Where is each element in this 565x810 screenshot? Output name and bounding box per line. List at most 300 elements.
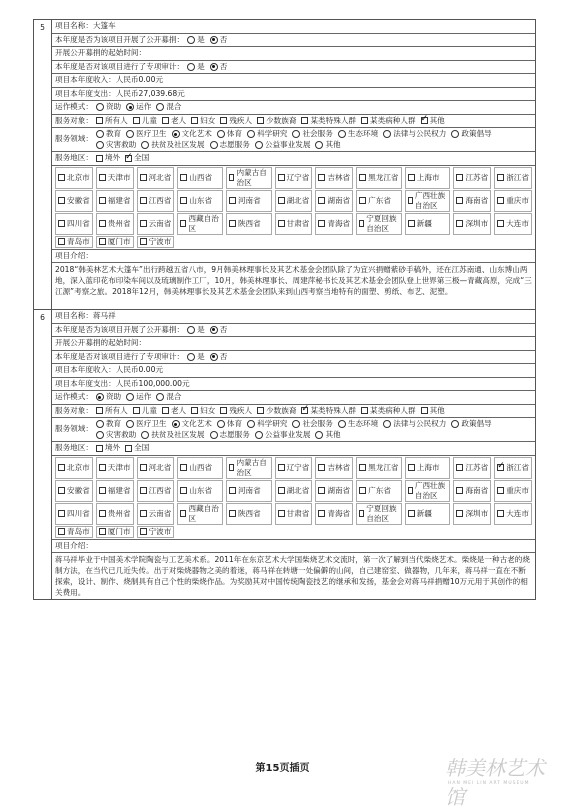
checkbox[interactable] [456,487,463,494]
checkbox[interactable] [180,487,187,494]
radio-button[interactable] [156,103,164,111]
region-option[interactable] [315,457,353,479]
service-field-option[interactable] [247,129,287,140]
checkbox[interactable] [278,510,285,517]
checkbox[interactable] [220,117,227,124]
radio-button[interactable] [255,141,263,149]
region-option[interactable] [137,480,175,502]
public-fundraising-option[interactable] [210,325,228,336]
region-option[interactable] [96,480,134,502]
checkbox[interactable] [162,407,169,414]
service-target-option[interactable] [421,406,445,417]
region-option[interactable] [137,213,175,235]
radio-button[interactable] [292,420,300,428]
fundraising-start-row [52,47,535,61]
region-option[interactable] [453,457,491,479]
service-target-option[interactable] [162,116,186,127]
radio-button[interactable] [247,130,255,138]
region-option[interactable] [55,236,93,248]
region-option[interactable] [96,457,134,479]
region-label: 大连市 [506,218,529,228]
checkbox[interactable] [497,174,504,181]
checkbox[interactable] [318,487,325,494]
region-option[interactable] [55,503,93,525]
radio-button[interactable] [217,130,225,138]
operation-mode-row [52,391,535,405]
region-option[interactable] [356,190,402,212]
region-label: 安徽省 [67,195,90,205]
region-option[interactable] [356,213,402,235]
radio-button[interactable] [96,393,104,401]
checkbox[interactable] [58,487,65,494]
checkbox[interactable] [408,464,415,471]
special-audit-row [52,351,535,365]
region-option[interactable] [177,213,223,235]
service-target-option[interactable] [191,406,215,417]
checkbox[interactable] [58,464,65,471]
checkbox[interactable] [497,510,504,517]
radio-button[interactable] [292,130,300,138]
region-option[interactable] [55,526,93,538]
service-target-option[interactable] [220,406,252,417]
checkbox[interactable] [229,197,236,204]
service-field-option[interactable] [315,430,340,441]
checkbox[interactable] [456,174,463,181]
checkbox[interactable] [96,445,103,452]
checkbox[interactable] [318,510,325,517]
checkbox[interactable] [318,464,325,471]
region-option[interactable] [315,213,353,235]
region-option[interactable] [177,190,223,212]
checkbox[interactable] [162,117,169,124]
service-field-option[interactable] [96,419,121,430]
service-area-option[interactable] [125,153,149,164]
checkbox[interactable] [140,197,147,204]
option-label: 少数族裔 [266,115,297,125]
checkbox[interactable] [408,174,415,181]
checkbox[interactable] [96,407,103,414]
radio-button[interactable] [187,63,195,71]
radio-button[interactable] [172,420,180,428]
record-body [52,20,535,309]
operation-mode-option[interactable] [96,102,121,113]
option-label: 某类病种人群 [370,405,416,415]
checkbox[interactable] [140,220,147,227]
checkbox[interactable] [180,220,186,227]
service-field-option[interactable] [96,140,136,151]
region-option[interactable] [226,480,272,502]
checkbox[interactable] [359,197,366,204]
checkbox[interactable] [140,510,147,517]
operation-mode-option[interactable] [156,392,181,403]
region-option[interactable] [177,167,223,189]
checkbox[interactable] [140,487,147,494]
service-field-option[interactable] [451,129,491,140]
region-option[interactable] [405,190,451,212]
checkbox[interactable] [318,197,325,204]
radio-button[interactable] [210,353,218,361]
checkbox[interactable] [140,238,147,245]
region-option[interactable] [356,503,402,525]
region-option[interactable] [137,503,175,525]
checkbox[interactable] [180,197,187,204]
region-option[interactable] [494,480,532,502]
region-option[interactable] [315,503,353,525]
checkbox[interactable] [99,174,106,181]
radio-button[interactable] [338,130,346,138]
region-option[interactable] [405,503,451,525]
service-target-option[interactable] [96,406,128,417]
radio-button[interactable] [156,393,164,401]
special-audit-option[interactable] [187,62,205,73]
checkbox[interactable] [99,220,106,227]
checkbox[interactable] [278,174,285,181]
radio-button[interactable] [96,141,104,149]
checkbox[interactable] [229,174,235,181]
checkbox[interactable] [229,510,236,517]
checkbox[interactable] [133,407,140,414]
region-option[interactable] [356,457,402,479]
service-target-option[interactable] [96,116,128,127]
radio-button[interactable] [126,420,134,428]
radio-button[interactable] [383,130,391,138]
checkbox[interactable] [359,487,366,494]
radio-button[interactable] [255,431,263,439]
region-option[interactable] [405,480,451,502]
checkbox[interactable] [301,407,308,414]
checkbox[interactable] [180,464,187,471]
option-label: 科学研究 [257,419,288,428]
region-label: 宁波市 [148,526,172,536]
checkbox[interactable] [497,487,504,494]
checkbox[interactable] [278,464,285,471]
radio-button[interactable] [141,141,149,149]
checkbox[interactable] [96,155,103,162]
public-fundraising-option[interactable] [187,325,205,336]
checkbox[interactable] [99,487,106,494]
service-target-option[interactable] [257,116,296,127]
operation-mode-option[interactable] [126,392,151,403]
record-number: 6 [34,310,52,599]
service-target-option[interactable] [191,116,215,127]
region-option[interactable] [494,503,532,525]
checkbox[interactable] [99,510,106,517]
checkbox[interactable] [58,528,65,535]
public-fundraising-option[interactable] [210,35,228,46]
checkbox[interactable] [99,464,106,471]
intro-label: 项目介绍： [55,250,93,260]
radio-button[interactable] [210,141,218,149]
service-target-option[interactable] [301,116,356,127]
checkbox[interactable] [421,407,428,414]
radio-button[interactable] [96,103,104,111]
radio-button[interactable] [338,420,346,428]
checkbox[interactable] [58,510,65,517]
service-field-option[interactable] [292,419,332,430]
service-target-option[interactable] [257,406,296,417]
intro-label-row [52,540,535,554]
region-option[interactable] [55,190,93,212]
region-option[interactable] [275,190,313,212]
region-option[interactable] [226,167,272,189]
region-option[interactable] [494,457,532,479]
region-option[interactable] [494,167,532,189]
service-field-option[interactable] [96,430,136,441]
radio-button[interactable] [217,420,225,428]
region-option[interactable] [275,480,313,502]
checkbox[interactable] [408,220,415,227]
service-field-option[interactable] [338,419,378,430]
region-option[interactable] [356,167,402,189]
service-field-option[interactable] [96,129,121,140]
region-label: 广西壮族自治区 [414,190,446,210]
special-audit-option[interactable] [210,352,228,363]
region-option[interactable] [55,167,93,189]
region-option[interactable] [226,213,272,235]
radio-button[interactable] [172,130,180,138]
radio-button[interactable] [383,420,391,428]
operation-mode-option[interactable] [96,392,121,403]
service-field-option[interactable] [383,129,446,140]
region-option[interactable] [96,236,134,248]
radio-button[interactable] [210,36,218,44]
checkbox[interactable] [140,464,147,471]
region-option[interactable] [453,503,491,525]
radio-button[interactable] [451,420,459,428]
checkbox[interactable] [191,117,198,124]
checkbox[interactable] [359,464,366,471]
region-label: 北京市 [67,462,90,472]
region-option[interactable] [405,167,451,189]
service-target-option[interactable] [133,406,157,417]
checkbox[interactable] [125,445,132,452]
checkbox[interactable] [180,174,187,181]
checkbox[interactable] [58,174,65,181]
region-option[interactable] [55,457,93,479]
region-label: 北京市 [67,172,90,182]
radio-button[interactable] [96,130,104,138]
region-option[interactable] [226,503,272,525]
region-option[interactable] [405,457,451,479]
special-audit-option[interactable] [187,352,205,363]
checkbox[interactable] [359,510,364,517]
service-target-label: 服务对象： [55,405,93,415]
region-option[interactable] [55,213,93,235]
checkbox[interactable] [58,238,65,245]
checkbox[interactable] [96,117,103,124]
radio-button[interactable] [96,431,104,439]
region-option[interactable] [137,236,175,248]
service-area-option[interactable] [96,153,120,164]
checkbox[interactable] [58,197,65,204]
region-option[interactable] [315,190,353,212]
region-option[interactable] [137,190,175,212]
operation-mode-label: 运作模式： [55,392,93,401]
radio-button[interactable] [141,431,149,439]
region-option[interactable] [275,213,313,235]
service-field-option[interactable] [315,140,340,151]
radio-button[interactable] [451,130,459,138]
radio-button[interactable] [210,63,218,71]
region-option[interactable] [96,167,134,189]
service-field-option[interactable] [126,419,166,430]
service-field-option[interactable] [255,430,311,441]
region-option[interactable] [55,480,93,502]
checkbox[interactable] [456,220,463,227]
region-label: 吉林省 [327,462,351,472]
checkbox[interactable] [361,117,368,124]
region-option[interactable] [315,480,353,502]
checkbox[interactable] [456,197,463,204]
radio-button[interactable] [210,431,218,439]
radio-button[interactable] [126,130,134,138]
radio-button[interactable] [187,353,195,361]
checkbox[interactable] [301,117,308,124]
option-label: 生态环境 [347,129,379,138]
checkbox[interactable] [278,197,285,204]
service-field-option[interactable] [172,419,212,430]
service-field-option[interactable] [217,129,242,140]
region-option[interactable] [226,190,272,212]
checkbox[interactable] [408,487,413,494]
checkbox[interactable] [497,220,504,227]
region-option[interactable] [96,190,134,212]
service-target-option[interactable] [361,116,416,127]
service-target-label: 服务对象： [55,115,93,125]
region-option[interactable] [453,190,491,212]
service-field-option[interactable] [217,419,242,430]
radio-button[interactable] [96,420,104,428]
region-option[interactable] [453,167,491,189]
checkbox[interactable] [408,510,415,517]
special-audit-option[interactable] [210,62,228,73]
checkbox[interactable] [58,220,65,227]
checkbox[interactable] [229,220,236,227]
region-option[interactable] [494,213,532,235]
service-field-option[interactable] [451,419,491,430]
radio-button[interactable] [315,431,323,439]
service-field-option[interactable] [383,419,446,430]
region-option[interactable] [453,213,491,235]
region-option[interactable] [137,526,175,538]
region-option[interactable] [177,503,223,525]
service-target-option[interactable] [361,406,416,417]
region-option[interactable] [177,457,223,479]
region-option[interactable] [275,167,313,189]
region-option[interactable] [226,457,272,479]
service-field-option[interactable] [338,129,378,140]
operation-mode-option[interactable] [126,102,151,113]
checkbox[interactable] [361,407,368,414]
radio-button[interactable] [315,141,323,149]
checkbox[interactable] [191,407,198,414]
checkbox[interactable] [180,510,186,517]
checkbox[interactable] [125,155,132,162]
checkbox[interactable] [99,528,106,535]
radio-button[interactable] [187,326,195,334]
checkbox[interactable] [133,117,140,124]
checkbox[interactable] [318,220,325,227]
service-target-option[interactable] [162,406,186,417]
region-option[interactable] [356,480,402,502]
service-field-option[interactable] [141,430,204,441]
checkbox[interactable] [421,117,428,124]
operation-mode-option[interactable] [156,102,181,113]
checkbox[interactable] [257,407,264,414]
checkbox[interactable] [140,174,147,181]
service-target-option[interactable] [220,116,252,127]
region-label: 厦门市 [107,236,131,246]
checkbox[interactable] [497,464,504,471]
service-target-option[interactable] [133,116,157,127]
checkbox[interactable] [359,174,366,181]
checkbox[interactable] [318,174,325,181]
public-fundraising-option[interactable] [187,35,205,46]
service-field-option[interactable] [172,129,212,140]
service-field-option[interactable] [141,140,204,151]
radio-button[interactable] [210,326,218,334]
service-area-option[interactable] [96,443,120,454]
region-option[interactable] [275,457,313,479]
region-option[interactable] [137,457,175,479]
project-intro: 蒋马祥毕业于中国美术学院陶瓷与工艺美术系。2011年在东京艺术大学国柴烧艺术交流时，第一次了解到当代柴烧艺术。柴烧是一种古老的烧制方法，在当代已几近失传。出于对柴烧器物之美的着迷，蒋马祥在转塘一处偏僻的山间，自己建窑室、做器物，几年来，蒋马祥一直在不断探索，设计、制作、烧制具有自己个性的柴烧作品。为奖励其对中国传统陶瓷技艺的继承和发扬，基金会对蒋马祥捐赠10万元用于其创作的相关费用。 [55,555,530,597]
region-option[interactable] [315,167,353,189]
checkbox[interactable] [140,528,147,535]
region-option[interactable] [494,190,532,212]
checkbox[interactable] [456,464,463,471]
checkbox[interactable] [229,487,236,494]
checkbox[interactable] [278,487,285,494]
service-field-option[interactable] [210,430,250,441]
region-option[interactable] [137,167,175,189]
region-option[interactable] [96,503,134,525]
radio-button[interactable] [187,36,195,44]
service-area-option[interactable] [125,443,149,454]
checkbox[interactable] [408,197,413,204]
service-field-option[interactable] [126,129,166,140]
service-target-option[interactable] [421,116,445,127]
option-label: 境外 [104,443,121,452]
checkbox[interactable] [220,407,227,414]
checkbox[interactable] [456,510,463,517]
region-label: 深圳市 [465,508,489,518]
checkbox[interactable] [278,220,285,227]
region-option[interactable] [96,526,134,538]
radio-button[interactable] [126,393,134,401]
region-option[interactable] [405,213,451,235]
radio-button[interactable] [126,103,134,111]
service-field-option[interactable] [255,140,311,151]
checkbox[interactable] [359,220,364,227]
region-option[interactable] [177,480,223,502]
checkbox[interactable] [257,117,264,124]
public-fundraising-question: 本年度是否为该项目开展了公开募捐： [55,34,185,44]
region-option[interactable] [96,213,134,235]
service-field-option[interactable] [247,419,287,430]
region-option[interactable] [275,503,313,525]
checkbox[interactable] [99,197,106,204]
service-field-label: 服务领域： [55,134,93,144]
checkbox[interactable] [497,197,504,204]
service-target-option[interactable] [301,406,356,417]
service-field-option[interactable] [292,129,332,140]
service-field-option[interactable] [210,140,250,151]
radio-button[interactable] [247,420,255,428]
region-label: 河北省 [148,462,172,472]
region-option[interactable] [453,480,491,502]
checkbox[interactable] [229,464,235,471]
checkbox[interactable] [99,238,106,245]
